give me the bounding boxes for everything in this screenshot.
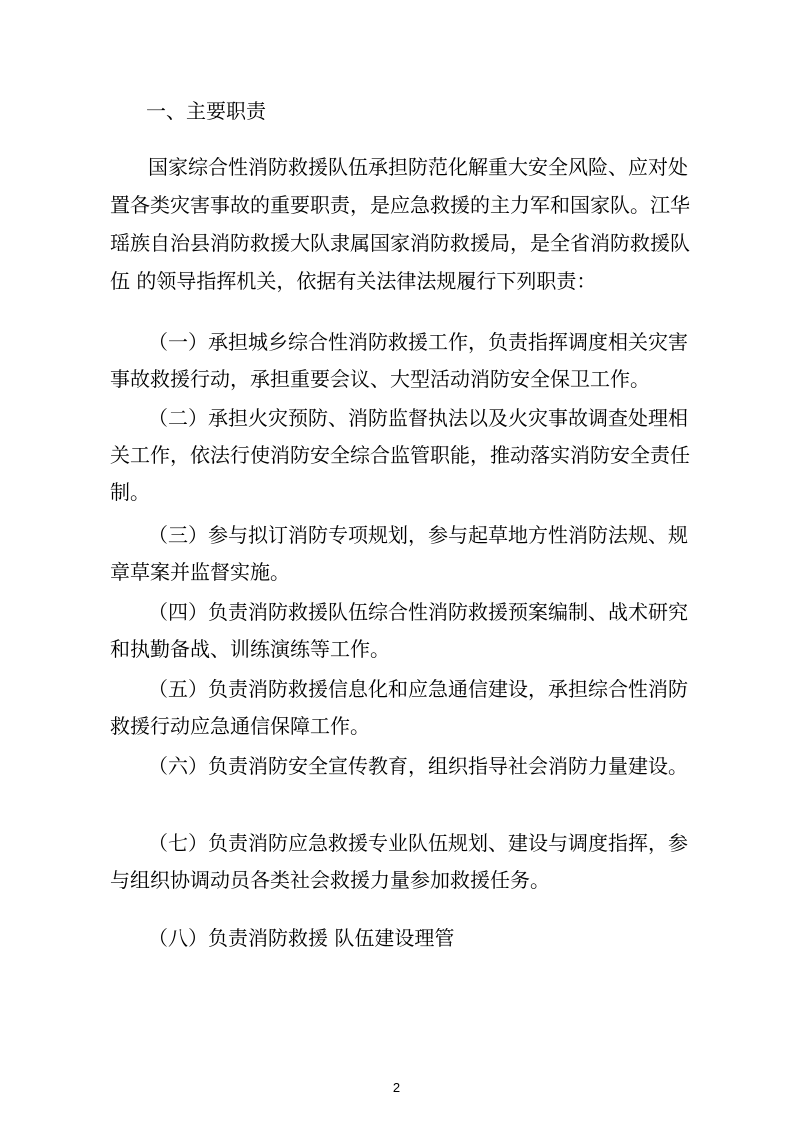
section-heading: 一、主要职责 <box>146 99 266 123</box>
duty-paragraph-5: （五）负责消防救援信息化和应急通信建设，承担综合性消防救援行动应急通信保障工作。 <box>110 677 688 738</box>
page-number: 2 <box>392 1080 401 1095</box>
duty-paragraph-7: （七）负责消防应急救援专业队伍规划、建设与调度指挥，参与组织协调动员各类社会救援力量参加救援任务。 <box>110 831 688 892</box>
duty-paragraph-2: （二）承担火灾预防、消防监督执法以及火灾事故调查处理相关工作，依法行使消防安全综合监管职能，推动落实消防安全责任制。 <box>110 406 690 504</box>
duty-paragraph-8: （八）负责消防救援 队伍建设理管 <box>148 926 455 950</box>
duty-paragraph-4: （四）负责消防救援队伍综合性消防救援预案编制、战术研究和执勤备战、训练演练等工作。 <box>110 600 688 661</box>
duty-paragraph-3: （三）参与拟订消防专项规划，参与起草地方性消防法规、规章草案并监督实施。 <box>110 523 688 584</box>
duty-paragraph-1: （一）承担城乡综合性消防救援工作，负责指挥调度相关灾害事故救援行动，承担重要会议、大型活动消防安全保卫工作。 <box>110 330 688 391</box>
intro-paragraph: 国家综合性消防救援队伍承担防范化解重大安全风险、应对处置各类灾害事故的重要职责，是应急救援的主力军和国家队。江华瑶族自治县消防救援大队隶属国家消防救援局，是全省消防救援队伍 的领导指挥机关，依据有关法律法规履行下列职责： <box>110 155 690 293</box>
duty-paragraph-6: （六）负责消防安全宣传教育，组织指导社会消防力量建设。 <box>148 754 688 778</box>
